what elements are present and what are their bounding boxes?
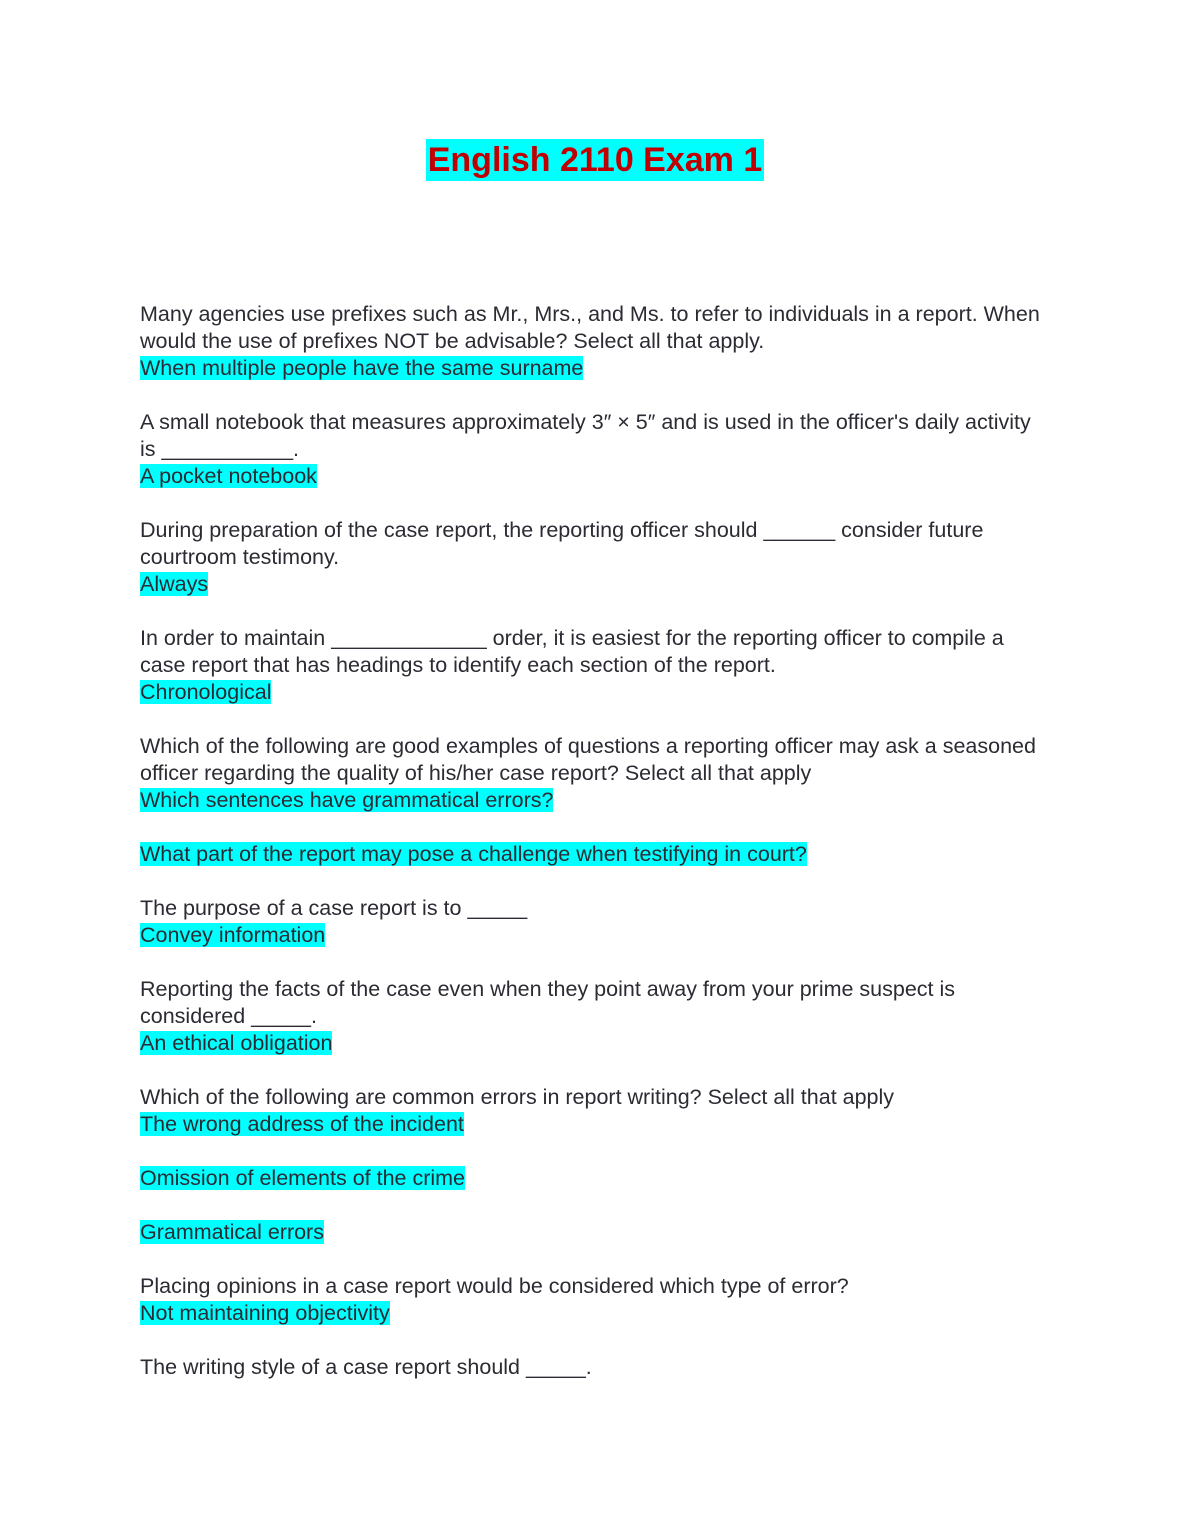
question-item: [140, 409, 1040, 490]
question-text: A small notebook that measures approximately 3″ × 5″ and is used in the officer's daily activity is ___________.: [140, 410, 1031, 461]
answer-highlight: Convey information: [140, 923, 326, 947]
answer-text: [140, 922, 1040, 949]
answer-highlight: Omission of elements of the crime: [140, 1166, 466, 1190]
answer-highlight: Always: [140, 572, 209, 596]
answer-text: [140, 1030, 1040, 1057]
answer-highlight: Not maintaining objectivity: [140, 1301, 390, 1325]
answer-highlight: An ethical obligation: [140, 1031, 333, 1055]
question-text: The purpose of a case report is to _____: [140, 896, 528, 920]
question-text: Reporting the facts of the case even when they point away from your prime suspect is considered _____.: [140, 977, 956, 1028]
answer-text: [140, 355, 1040, 382]
question-text: In order to maintain _____________ order, it is easiest for the reporting officer to compile a case report that has headings to identify each section of the report.: [140, 626, 1004, 677]
answer-text: [140, 1219, 1040, 1246]
question-text: Many agencies use prefixes such as Mr., Mrs., and Ms. to refer to individuals in a report. When would the use of prefixes NOT be advisable? Select all that apply.: [140, 302, 1040, 353]
answer-highlight: Chronological: [140, 680, 272, 704]
answer-text: [140, 463, 1040, 490]
question-text: The writing style of a case report should _____.: [140, 1355, 592, 1379]
answer-text: [140, 787, 1040, 814]
question-item: [140, 1273, 1040, 1327]
answer-highlight: Grammatical errors: [140, 1220, 324, 1244]
answer-text: [140, 841, 1040, 868]
question-list: [140, 301, 1040, 1381]
question-item: [140, 517, 1040, 598]
question-item: [140, 301, 1040, 382]
answer-highlight: When multiple people have the same surname: [140, 356, 584, 380]
question-item: [140, 1084, 1040, 1246]
answer-text: [140, 571, 1040, 598]
answer-highlight: Which sentences have grammatical errors?: [140, 788, 554, 812]
answer-text: [140, 679, 1040, 706]
question-item: [140, 895, 1040, 949]
question-item: [140, 733, 1040, 868]
question-text: Which of the following are common errors in report writing? Select all that apply: [140, 1085, 895, 1109]
answer-highlight: What part of the report may pose a challenge when testifying in court?: [140, 842, 807, 866]
document-title: English 2110 Exam 1: [427, 141, 763, 179]
answer-highlight: The wrong address of the incident: [140, 1112, 464, 1136]
answer-text: [140, 1300, 1040, 1327]
title-container: [0, 139, 1190, 181]
question-text: Which of the following are good examples of questions a reporting officer may ask a seasoned officer regarding the quality of his/her case report? Select all that apply: [140, 734, 1036, 785]
question-item: [140, 625, 1040, 706]
answer-highlight: A pocket notebook: [140, 464, 317, 488]
question-item: [140, 1354, 1040, 1381]
question-text: Placing opinions in a case report would be considered which type of error?: [140, 1274, 849, 1298]
answer-text: [140, 1165, 1040, 1192]
answer-text: [140, 1111, 1040, 1138]
question-item: [140, 976, 1040, 1057]
question-text: During preparation of the case report, the reporting officer should ______ consider future courtroom testimony.: [140, 518, 984, 569]
